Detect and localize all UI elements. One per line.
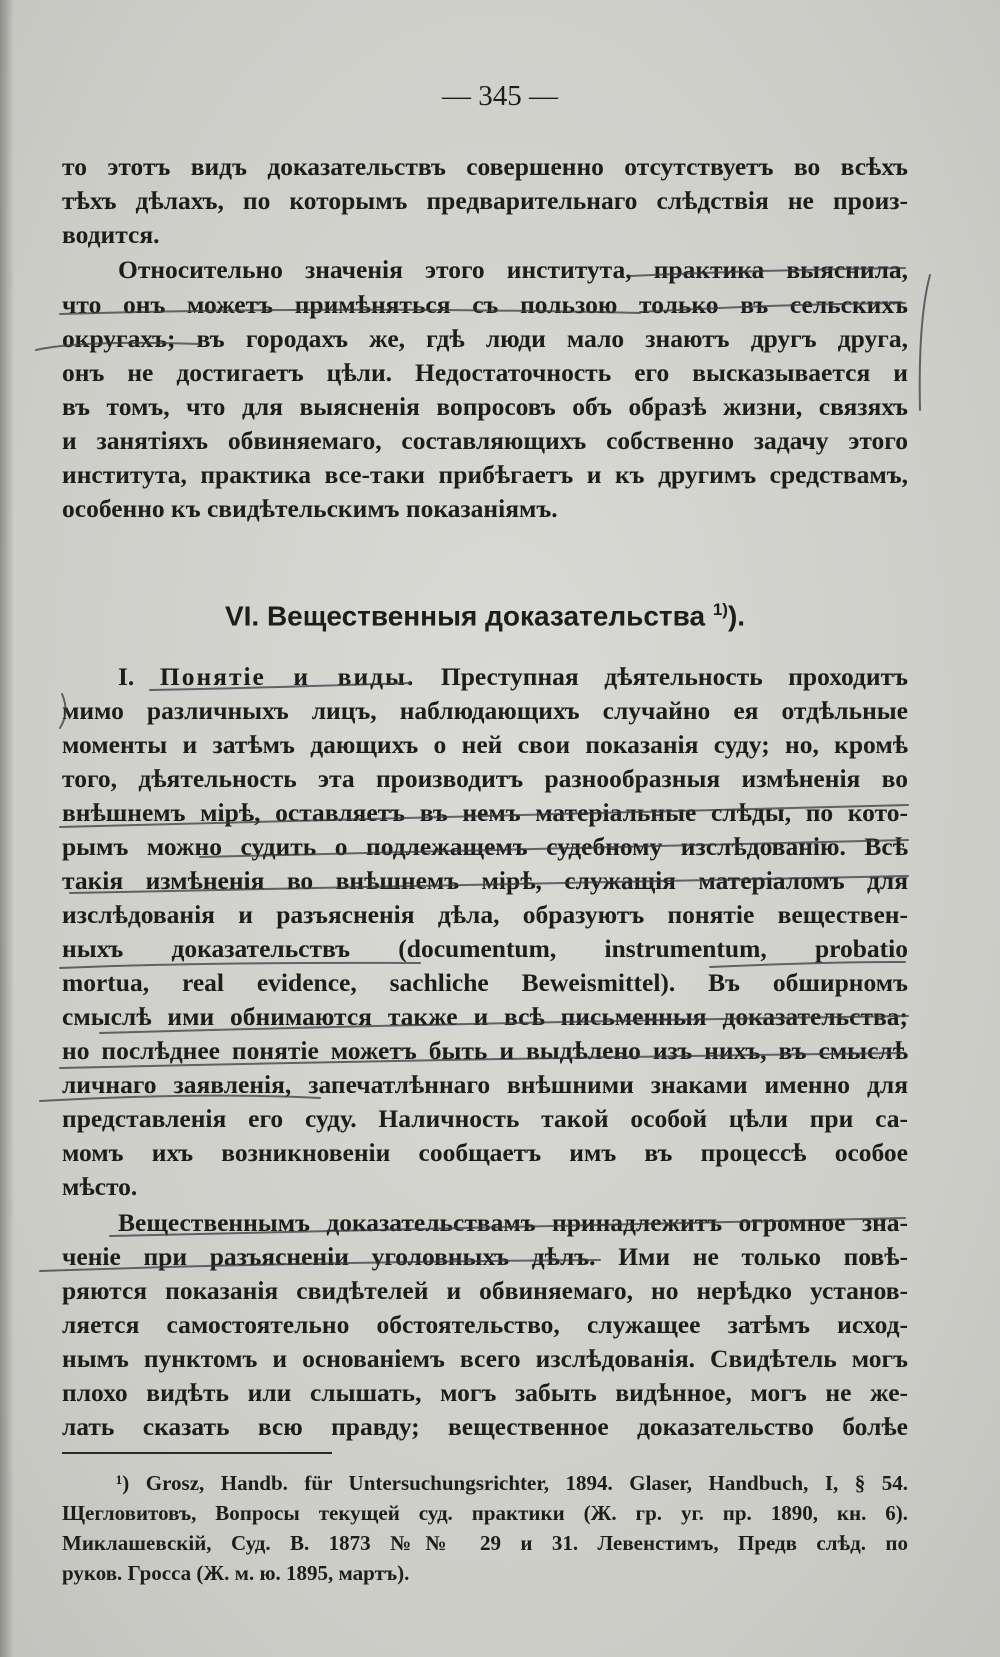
text-line: мимо различныхъ лицъ, наблюдающихъ случайно ея отдѣльные	[62, 696, 908, 725]
text-line: что онъ можетъ примѣняться съ пользою только въ сельскихъ	[62, 290, 908, 319]
text-line: и занятіяхъ обвиняемаго, составляющихъ собственно задачу этого	[62, 426, 908, 455]
text-line: института, практика все-таки прибѣгаетъ и къ другимъ средствамъ,	[62, 460, 908, 489]
text-line: смыслѣ ими обнимаются также и всѣ письменныя доказательства;	[62, 1002, 908, 1031]
text-line: внѣшнемъ мірѣ, оставляетъ въ немъ матеріальные слѣды, по кото-	[62, 798, 908, 827]
text-line: момъ ихъ возникновеніи сообщаетъ имъ въ процессѣ особое	[62, 1138, 908, 1167]
text-line: изслѣдованія и разъясненія дѣла, образуютъ понятіе веществен-	[62, 900, 908, 929]
text-line: такія измѣненія во внѣшнемъ мірѣ, служащія матеріаломъ для	[62, 866, 908, 895]
text-line: мѣсто.	[62, 1172, 138, 1201]
text-line: округахъ; въ городахъ же, гдѣ люди мало знаютъ другъ друга,	[62, 324, 908, 353]
footnote-rule	[62, 1452, 332, 1454]
text-line: личнаго заявленія, запечатлѣннаго внѣшними знаками именно для	[62, 1070, 908, 1099]
text-line: лать сказать всю правду; вещественное доказательство болѣе	[62, 1412, 908, 1441]
footnote-line: Щегловитовъ, Вопросы текущей суд. практики (Ж. гр. уг. пр. 1890, кн. 6).	[62, 1501, 908, 1525]
text-line: моменты и затѣмъ дающихъ о ней свои показанія суду; но, кромѣ	[62, 730, 908, 759]
page-number: — 345 —	[442, 80, 558, 112]
text-fragment: Преступная дѣятельность проходитъ	[440, 662, 909, 691]
text-line: ляется самостоятельно обстоятельство, служащее затѣмъ исход-	[62, 1310, 908, 1339]
text-line: но послѣднее понятіе можетъ быть и выдѣлено изъ нихъ, въ смыслѣ	[62, 1036, 908, 1065]
text-line: водится.	[62, 220, 160, 249]
footnote-line: руков. Гросса (Ж. м. ю. 1895, мартъ).	[62, 1561, 410, 1585]
text-line: ченіе при разъясненіи уголовныхъ дѣлъ. Ими не только повѣ-	[62, 1242, 908, 1271]
text-line: особенно къ свидѣтельскимъ показаніямъ.	[62, 494, 558, 523]
text-line: онъ не достигаетъ цѣли. Недостаточность его высказывается и	[62, 358, 908, 387]
text-line: въ томъ, что для выясненія вопросовъ объ образѣ жизни, связяхъ	[62, 392, 908, 421]
text-line: нымъ пунктомъ и основаніемъ всего изслѣдованія. Свидѣтель могъ	[62, 1344, 908, 1373]
text-line: то этотъ видъ доказательствъ совершенно отсутствуетъ во всѣхъ	[62, 152, 908, 181]
text-line: плохо видѣть или слышать, могъ забыть видѣнное, могъ не же-	[62, 1378, 908, 1407]
text-line: того, дѣятельность эта производитъ разнообразныя измѣненія во	[62, 764, 908, 793]
text-line: Относительно значенія этого института, практика выяснила,	[118, 255, 908, 284]
margin-bracket-mark	[920, 275, 930, 410]
text-line: ныхъ доказательствъ (documentum, instrumentum, probatio	[62, 934, 908, 963]
footnote-line: Миклашевскій, Суд. В. 1873 №№ 29 и 31. Левенстимъ, Предв слѣд. по	[62, 1531, 908, 1555]
footnote-line: ¹) Grosz, Handb. für Untersuchungsrichter, 1894. Glaser, Handbuch, I, § 54.	[116, 1471, 908, 1495]
text-line: представленія его суду. Наличность такой особой цѣли при са-	[62, 1104, 908, 1133]
text-line: тѣхъ дѣлахъ, по которымъ предварительнаго слѣдствія не произ-	[62, 186, 908, 215]
text-line	[62, 660, 908, 694]
text-line: Вещественнымъ доказательствамъ принадлежитъ огромное зна-	[118, 1208, 908, 1237]
footnote-ref: 1)	[712, 600, 728, 619]
text-line: ряются показанія свидѣтелей и обвиняемаго, но нерѣдко установ-	[62, 1276, 908, 1305]
text-line: mortua, real evidence, sachliche Beweismittel). Въ обширномъ	[62, 968, 908, 997]
subsection-number: I.	[118, 662, 135, 691]
section-heading: VI. Вещественныя доказательства $^{1)}$).	[224, 600, 746, 632]
text-line: рымъ можно судить о подлежащемъ судебному изслѣдованію. Всѣ	[62, 832, 908, 861]
subsection-title: Понятіе и виды.	[159, 662, 416, 691]
section-heading-text: VI. Вещественныя доказательства	[224, 600, 706, 632]
